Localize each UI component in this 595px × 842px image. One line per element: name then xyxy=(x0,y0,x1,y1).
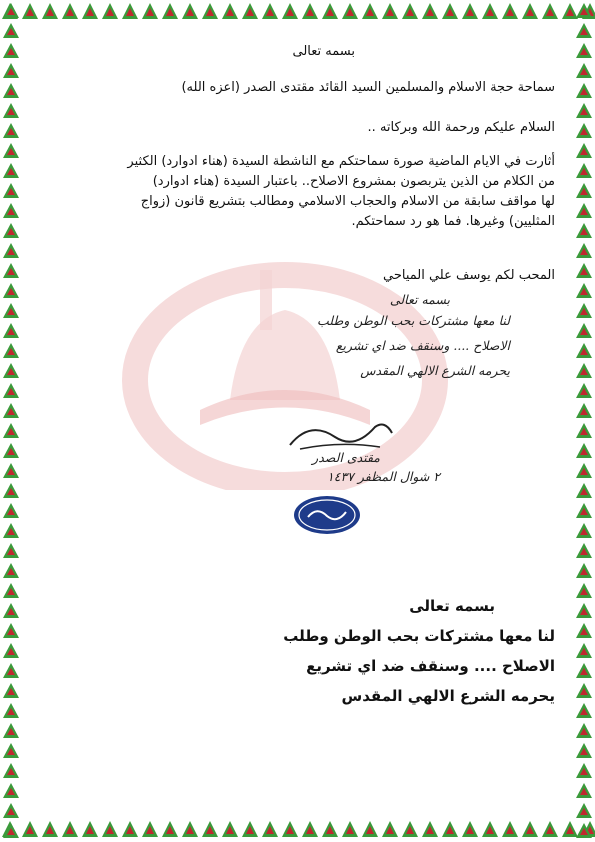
typed-reply-line: الاصلاح .... وسنقف ضد اي تشريع xyxy=(306,657,555,675)
typed-basmala: بسمه تعالى xyxy=(409,597,495,615)
addressee-line: سماحة حجة الاسلام والمسلمين السيد القائد مقتدى الصدر (اعزه الله) xyxy=(181,80,555,95)
greeting-line: السلام عليكم ورحمة الله وبركاته .. xyxy=(367,120,555,135)
handwritten-basmala: بسمه تعالى xyxy=(389,292,450,307)
border-pattern xyxy=(0,0,22,842)
top-border xyxy=(0,0,595,22)
signoff-name: مقتدى الصدر xyxy=(312,450,380,465)
letter-basmala: بسمه تعالى xyxy=(292,44,355,59)
typed-reply-line: يحرمه الشرع الالهي المقدس xyxy=(341,687,555,705)
bottom-border xyxy=(0,818,595,842)
handwritten-signoff xyxy=(240,450,440,484)
handwritten-reply xyxy=(260,292,510,378)
left-border xyxy=(0,0,22,842)
body-line: من الكلام من الذين يتربصون بمشروع الاصلاح.. باعتبار السيدة (هناء ادوارد) xyxy=(152,174,555,189)
handwritten-line: الاصلاح .... وسنقف ضد اي تشريع xyxy=(335,338,510,353)
letter-body xyxy=(50,152,555,232)
border-pattern xyxy=(573,0,595,842)
body-line: المثليين) وغيرها. فما هو رد سماحتكم. xyxy=(351,214,555,229)
body-line: أثارت في الايام الماضية صورة سماحتكم مع الناشطة السيدة (هناء ادوارد) الكثير xyxy=(127,154,555,169)
border-pattern xyxy=(0,0,595,22)
border-pattern xyxy=(0,818,595,842)
right-border xyxy=(573,0,595,842)
signoff-date: ٢ شوال المظفر ١٤٣٧ xyxy=(327,469,440,484)
handwritten-line: يحرمه الشرع الالهي المقدس xyxy=(360,363,510,378)
handwritten-line: لنا معها مشتركات بحب الوطن وطلب xyxy=(316,313,510,328)
official-seal xyxy=(292,494,362,540)
sender-line: المحب لكم يوسف علي المياحي xyxy=(383,268,555,283)
typed-reply-line: لنا معها مشتركات بحب الوطن وطلب xyxy=(283,627,555,645)
body-line: لها مواقف سابقة من الاسلام والحجاب الاسلامي ومطالب بتشريع قانون (زواج xyxy=(140,194,555,209)
